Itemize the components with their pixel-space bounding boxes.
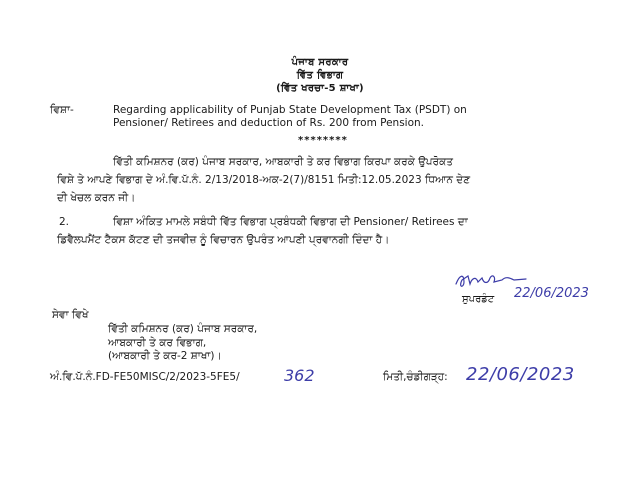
para1-line-2: ਵਿਸ਼ੇ ਤੇ ਆਪਣੇ ਵਿਭਾਗ ਦੇ ਅੰ.ਵਿ.ਪੱ.ਨੰ. 2/13/2018-ਅਕ-2(7)/8151 ਮਿਤੀ:12.05.2023 ਧਿਆਨ ਦੇਣ	[57, 174, 471, 186]
addressee-label: ਸੇਵਾ ਵਿਖੇ	[52, 309, 89, 321]
date-handwritten: 22/06/2023	[466, 364, 575, 385]
para2-line-1: ਵਿਸ਼ਾ ਅੰਕਿਤ ਮਾਮਲੇ ਸਬੰਧੀ ਵਿੱਤ ਵਿਭਾਗ ਪ੍ਰਬੰਧਕੀ ਵਿਭਾਗ ਦੀ Pensioner/ Retirees ਦਾ	[113, 216, 468, 228]
date-label: ਮਿਤੀ,ਚੰਡੀਗੜ੍ਹ:	[383, 371, 448, 383]
addressee-line-1: ਵਿੱਤੀ ਕਮਿਸ਼ਨਰ (ਕਰ) ਪੰਜਾਬ ਸਰਕਾਰ,	[108, 323, 258, 335]
signature-handwritten-date: 22/06/2023	[514, 286, 589, 301]
separator-stars: ********	[298, 135, 348, 146]
addressee-line-2: ਆਬਕਾਰੀ ਤੇ ਕਰ ਵਿਭਾਗ,	[108, 337, 207, 349]
para2-line-2: ਡਿਵੈਲਪਮੈਂਟ ਟੈਕਸ ਕੱਟਣ ਦੀ ਤਜਵੀਜ਼ ਨੂੰ ਵਿਚਾਰਨ ਉਪਰੰਤ ਆਪਣੀ ਪ੍ਰਵਾਨਗੀ ਦਿੰਦਾ ਹੈ।	[57, 234, 390, 246]
subject-label: ਵਿਸ਼ਾ-	[50, 104, 74, 116]
para1-line-1: ਵਿੱਤੀ ਕਮਿਸ਼ਨਰ (ਕਰ) ਪੰਜਾਬ ਸਰਕਾਰ, ਆਬਕਾਰੀ ਤੇ ਕਰ ਵਿਭਾਗ ਕਿਰਪਾ ਕਰਕੇ ਉਪਰੋਕਤ	[113, 156, 453, 168]
reference-number-handwritten: 362	[284, 366, 315, 385]
subject-line-1: Regarding applicability of Punjab State Development Tax (PSDT) on	[113, 104, 467, 116]
subject-line-2: Pensioner/ Retirees and deduction of Rs. 200 from Pension.	[113, 117, 425, 129]
addressee-line-3: (ਆਬਕਾਰੀ ਤੇ ਕਰ-2 ਸ਼ਾਖਾ)।	[108, 350, 222, 362]
header-department: ਵਿੱਤ ਵਿਭਾਗ	[296, 70, 344, 81]
header-government: ਪੰਜਾਬ ਸਰਕਾਰ	[291, 57, 349, 68]
header-branch: (ਵਿੱਤ ਖਰਚਾ-5 ਸ਼ਾਖਾ)	[276, 83, 364, 94]
para2-number: 2.	[59, 216, 70, 228]
reference-number-prefix: ਅੰ.ਵਿ.ਪੱ.ਨੰ.FD-FE50MISC/2/2023-5FE5/	[50, 371, 240, 383]
para1-line-3: ਦੀ ਖੇਚਲ ਕਰਨ ਜੀ।	[57, 192, 136, 204]
signature-designation: ਸੁਪਰਡੰਟ	[462, 294, 495, 305]
